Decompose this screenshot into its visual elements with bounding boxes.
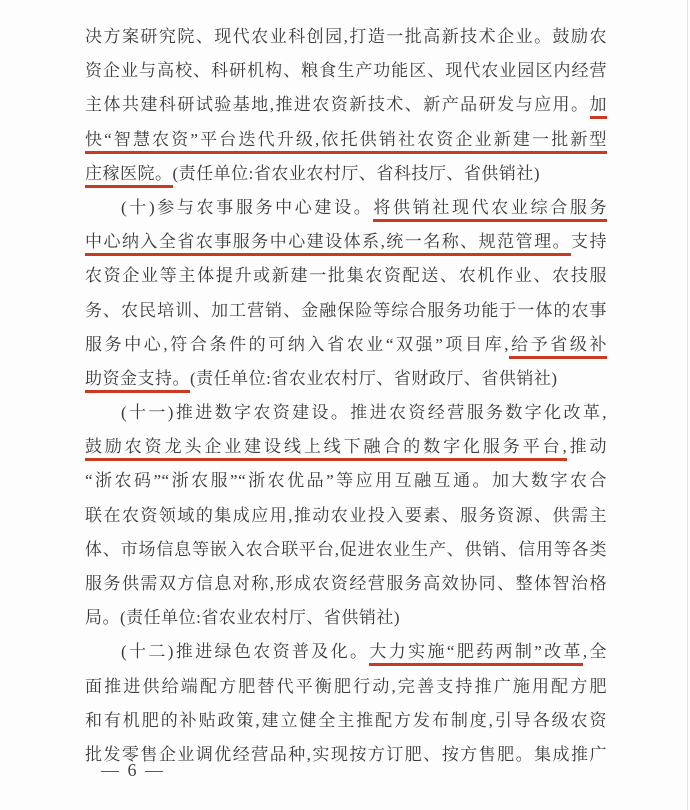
text-line <box>85 670 607 704</box>
text-line <box>85 328 607 362</box>
text-line <box>85 225 607 259</box>
underlined-text: 将供销社现代农业综合服务 <box>373 198 607 222</box>
text-line <box>85 191 607 225</box>
text-segment: 服务中心,符合条件的可纳入省农业“双强”项目库, <box>85 334 509 354</box>
text-line <box>85 464 607 498</box>
text-line <box>85 259 607 293</box>
document-body <box>85 20 607 772</box>
text-line <box>85 88 607 122</box>
text-segment: 服务供需双方信息对称,形成农资经营服务高效协同、整体智治格 <box>85 574 607 593</box>
text-segment: 资企业与高校、科研机构、粮食生产功能区、现代农业园区内经营 <box>85 61 607 81</box>
text-segment: 批发零售企业调优经营品种,实现按方订肥、按方售肥。集成推广 <box>85 744 607 764</box>
text-line <box>85 123 607 157</box>
text-line <box>85 362 607 396</box>
underlined-text: 助资金支持。 <box>85 369 190 393</box>
text-segment: ,全 <box>582 642 607 662</box>
text-segment: 务、农民培训、加工营销、金融保险等综合服务功能于一体的农事 <box>85 300 607 320</box>
text-segment: 支持 <box>571 232 607 252</box>
text-segment: 推动 <box>567 437 607 457</box>
text-line <box>85 396 607 430</box>
text-line <box>85 54 607 88</box>
text-segment: 决方案研究院、现代农业科创园,打造一批高新技术企业。鼓励农 <box>85 27 607 46</box>
underlined-text: 中心纳入全省农事服务中心建设体系,统一名称、规范管理。 <box>85 232 571 256</box>
text-segment: 体、市场信息等嵌入农合联平台,促进农业生产、供销、信用等各类 <box>85 539 607 559</box>
underlined-text: 鼓励农资龙头企业建设线上线下融合的数字化服务平台, <box>85 437 567 461</box>
text-segment: 面推进供给端配方肥替代平衡肥行动,完善支持推广施用配方肥 <box>85 676 607 696</box>
text-segment: 主体共建科研试验基地,推进农资新技术、新产品研发与应用。 <box>85 95 590 115</box>
underlined-text: 快“智慧农资”平台迭代升级,依托供销社农资企业新建一批新型 <box>85 130 607 154</box>
text-line <box>85 601 607 635</box>
text-segment: “浙农码”“浙农服”“浙农优品”等应用互融互通。加大数字农合 <box>85 471 607 491</box>
text-segment: (责任单位:省农业农村厅、省财政厅、省供销社) <box>190 368 558 388</box>
text-segment: (十)参与农事服务中心建设。 <box>121 197 374 217</box>
text-segment: 和有机肥的补贴政策,建立健全主推配方发布制度,引导各级农资 <box>85 710 607 730</box>
page-edge-shadow <box>687 0 688 810</box>
text-line <box>85 704 607 738</box>
text-segment: 农资企业等主体提升或新建一批集农资配送、农机作业、农技服 <box>85 266 607 286</box>
text-line <box>85 499 607 533</box>
text-segment: 联在农资领域的集成应用,推动农业投入要素、服务资源、供需主 <box>85 505 607 525</box>
text-line <box>85 20 607 54</box>
underlined-text: 大力实施“肥药两制”改革 <box>369 642 582 666</box>
text-segment: 局。(责任单位:省农业农村厅、省供销社) <box>85 608 401 628</box>
text-segment: (十一)推进数字农资建设。推进农资经营服务数字化改革, <box>121 403 607 423</box>
text-line <box>85 533 607 567</box>
underlined-text: 加 <box>590 95 608 119</box>
text-line <box>85 294 607 328</box>
underlined-text: 给予省级补 <box>509 335 607 359</box>
text-line <box>85 635 607 669</box>
text-segment: (十二)推进绿色农资普及化。 <box>121 642 370 662</box>
underlined-text: 庄稼医院。 <box>85 164 173 188</box>
page-number: — 6 — <box>101 760 165 780</box>
text-line <box>85 157 607 191</box>
text-line <box>85 430 607 464</box>
text-segment: (责任单位:省农业农村厅、省科技厅、省供销社) <box>172 163 541 183</box>
text-line <box>85 567 607 601</box>
